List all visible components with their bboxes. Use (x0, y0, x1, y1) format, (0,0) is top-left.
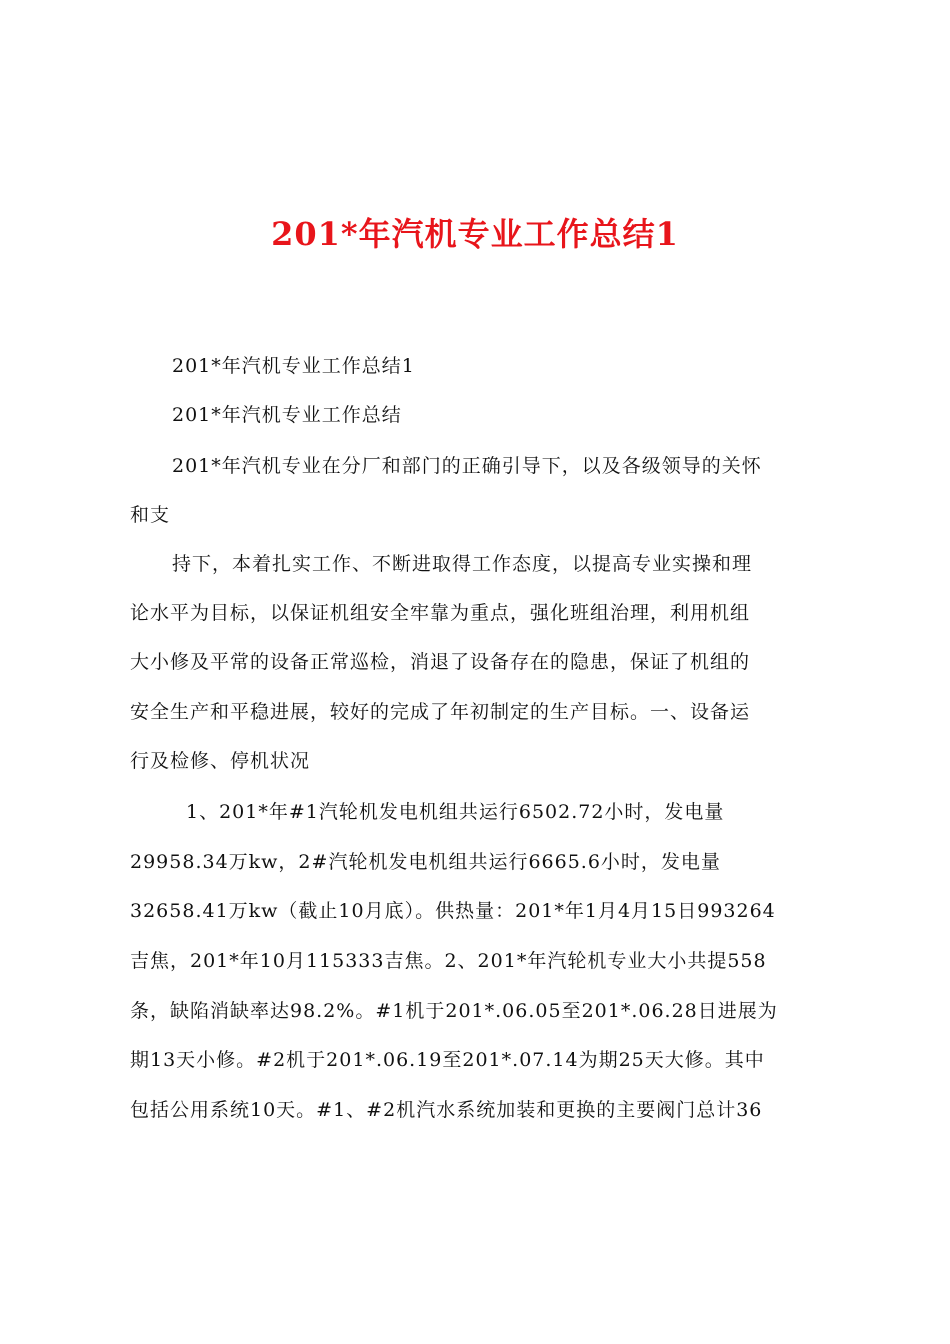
paragraph-3-line-6: 期13天小修。#2机于201*.06.19至201*.07.14为期25天大修。其中 (130, 1049, 765, 1071)
paragraph-3-line-3: 32658.41万kw（截止10月底）。供热量：201*年1月4月15日993264 (130, 900, 776, 922)
paragraph-2-line-5: 行及检修、停机状况 (130, 750, 311, 772)
document-title: 201*年汽机专业工作总结1 (271, 215, 679, 253)
paragraph-1-line-1: 201*年汽机专业在分厂和部门的正确引导下，以及各级领导的关怀 (172, 455, 762, 477)
paragraph-2-line-1: 持下，本着扎实工作、不断进取得工作态度，以提高专业实操和理 (172, 553, 753, 575)
paragraph-3-line-4: 吉焦，201*年10月115333吉焦。2、201*年汽轮机专业大小共提558 (130, 950, 767, 972)
paragraph-2-line-4: 安全生产和平稳进展，较好的完成了年初制定的生产目标。一、设备运 (130, 701, 751, 723)
paragraph-2-line-2: 论水平为目标，以保证机组安全牢靠为重点，强化班组治理，利用机组 (130, 602, 751, 624)
heading-line: 201*年汽机专业工作总结1 (172, 355, 415, 377)
subheading-line: 201*年汽机专业工作总结 (172, 404, 402, 426)
paragraph-3-line-2: 29958.34万kw，2#汽轮机发电机组共运行6665.6小时，发电量 (130, 851, 721, 873)
paragraph-3-line-5: 条，缺陷消缺率达98.2%。#1机于201*.06.05至201*.06.28日进展为 (130, 1000, 778, 1022)
paragraph-3-line-7: 包括公用系统10天。#1、#2机汽水系统加装和更换的主要阀门总计36 (130, 1099, 763, 1121)
paragraph-2-line-3: 大小修及平常的设备正常巡检，消退了设备存在的隐患，保证了机组的 (130, 651, 751, 673)
paragraph-1-line-2: 和支 (130, 504, 171, 526)
paragraph-3-line-1: 1、201*年#1汽轮机发电机组共运行6502.72小时，发电量 (186, 801, 725, 823)
